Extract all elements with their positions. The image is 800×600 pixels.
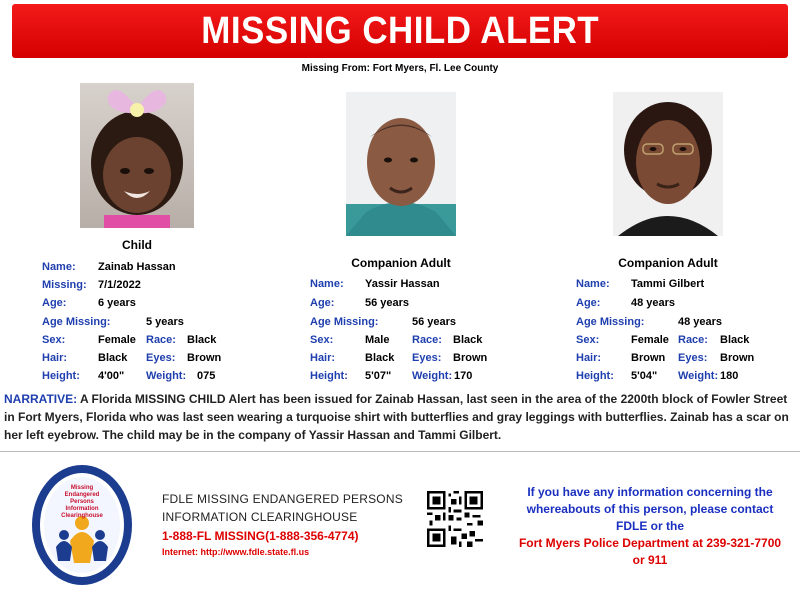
logo-text-5: Clearinghouse (61, 513, 103, 519)
fdle-logo (30, 463, 134, 587)
contact-line-2: whereabouts of this person, please contact (526, 502, 774, 516)
name-value: Yassir Hassan (365, 278, 440, 290)
narrative-lead: NARRATIVE: (4, 392, 78, 406)
narrative-text: A Florida MISSING CHILD Alert has been issued for Zainab Hassan, last seen in the area of the 2200th block of Fowler Street in Fort Myers, Florida who was last seen wearing a turquoise shirt with butterflies and gray leggings with butterflies. Zainab has a scar on her left eyebrow. The child may be in the company of Yassir Hassan and Tammi Gilbert. (4, 392, 789, 442)
contact-line-4: Fort Myers Police Department at 239-321-7700 (518, 536, 782, 550)
missing-date: 7/1/2022 (98, 279, 141, 291)
race-label: Race: (146, 334, 176, 346)
name-value: Tammi Gilbert (631, 278, 705, 290)
eyes-label: Eyes: (412, 352, 442, 364)
age-missing-value: 5 years (146, 316, 184, 328)
logo-text-4: Information (65, 506, 99, 512)
logo-text-1: Missing (70, 485, 94, 491)
hair-value: Brown (631, 352, 666, 364)
age-label: Age: (42, 297, 67, 309)
age-value: 56 years (365, 297, 410, 309)
hair-value: Black (98, 352, 128, 364)
sex-value: Female (98, 334, 136, 346)
role-companion-adult: Companion Adult (618, 256, 718, 270)
eyes-label: Eyes: (146, 352, 176, 364)
race-value: Black (720, 334, 750, 346)
internet-link[interactable]: Internet: http://www.fdle.state.fl.us (162, 547, 310, 557)
weight-label: Weight: (678, 370, 719, 382)
qr-code[interactable] (427, 491, 483, 547)
logo-text-2: Endangered (64, 492, 100, 498)
name-value: Zainab Hassan (98, 261, 176, 273)
alert-title: MISSING CHILD ALERT (201, 9, 599, 52)
companion-adult-2-photo (613, 92, 723, 236)
missing-from: Missing From: Fort Myers, Fl. Lee County (301, 63, 499, 74)
name-label: Name: (42, 261, 76, 273)
missing-label: Missing: (42, 279, 87, 291)
weight-value: 170 (454, 370, 473, 382)
eyes-value: Brown (720, 352, 755, 364)
hotline-phone[interactable]: 1-888-FL MISSING(1-888-356-4774) (162, 529, 359, 543)
companion-adult-1-photo (346, 92, 456, 236)
eyes-value: Brown (453, 352, 488, 364)
footer-divider (0, 451, 800, 452)
eyes-value: Brown (187, 352, 222, 364)
sex-label: Sex: (42, 334, 66, 346)
age-label: Age: (576, 297, 601, 309)
org-name-line-2: INFORMATION CLEARINGHOUSE (162, 510, 358, 524)
hair-label: Hair: (42, 352, 68, 364)
age-missing-label: Age Missing: (310, 316, 379, 328)
weight-label: Weight: (412, 370, 453, 382)
age-value: 6 years (98, 297, 136, 309)
height-value: 4'00" (98, 370, 125, 382)
child-photo (80, 83, 194, 228)
race-label: Race: (412, 334, 442, 346)
height-value: 5'04" (631, 370, 658, 382)
height-value: 5'07" (365, 370, 392, 382)
logo-text-3: Persons (70, 499, 94, 505)
hair-value: Black (365, 352, 395, 364)
age-value: 48 years (631, 297, 676, 309)
weight-value: 075 (197, 370, 216, 382)
height-label: Height: (42, 370, 80, 382)
contact-line-1: If you have any information concerning the (527, 485, 773, 499)
eyes-label: Eyes: (678, 352, 708, 364)
sex-value: Female (631, 334, 669, 346)
age-missing-value: 48 years (678, 316, 723, 328)
sex-label: Sex: (310, 334, 334, 346)
role-child: Child (122, 238, 152, 252)
role-companion-adult: Companion Adult (351, 256, 451, 270)
age-missing-label: Age Missing: (576, 316, 645, 328)
height-label: Height: (310, 370, 348, 382)
race-label: Race: (678, 334, 708, 346)
weight-value: 180 (720, 370, 739, 382)
age-missing-value: 56 years (412, 316, 457, 328)
name-label: Name: (576, 278, 610, 290)
height-label: Height: (576, 370, 614, 382)
hair-label: Hair: (310, 352, 336, 364)
race-value: Black (453, 334, 483, 346)
name-label: Name: (310, 278, 344, 290)
alert-banner (12, 4, 788, 58)
narrative (4, 390, 800, 444)
age-missing-label: Age Missing: (42, 316, 111, 328)
contact-info (500, 484, 800, 569)
org-name-line-1: FDLE MISSING ENDANGERED PERSONS (162, 492, 403, 506)
age-label: Age: (310, 297, 335, 309)
sex-label: Sex: (576, 334, 600, 346)
contact-line-5: or 911 (632, 553, 668, 567)
race-value: Black (187, 334, 217, 346)
sex-value: Male (365, 334, 390, 346)
contact-line-3: FDLE or the (616, 519, 684, 533)
weight-label: Weight: (146, 370, 187, 382)
hair-label: Hair: (576, 352, 602, 364)
